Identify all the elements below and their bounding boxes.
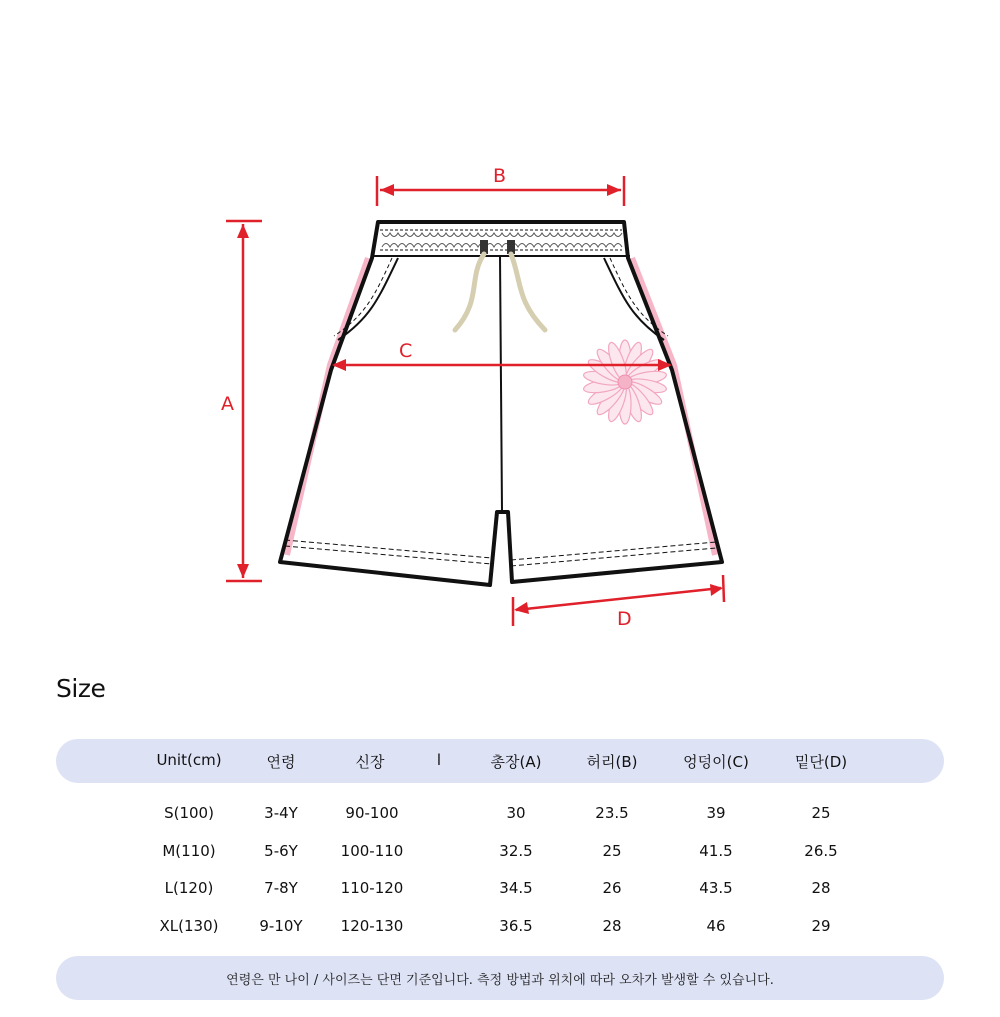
- row-height: 100-110: [340, 842, 404, 860]
- row-waist: 23.5: [595, 804, 629, 822]
- row-size: L(120): [164, 879, 214, 897]
- label-b: B: [493, 165, 507, 187]
- row-length: 30: [506, 804, 526, 822]
- row-height: 90-100: [345, 804, 399, 822]
- label-c: C: [399, 340, 413, 362]
- waistband: [374, 230, 630, 256]
- measurement-note: 연령은 만 나이 / 사이즈는 단면 기준입니다. 측정 방법과 위치에 따라 오차가 발생할 수 있습니다.: [226, 973, 774, 988]
- row-hem: 29: [811, 917, 831, 935]
- label-a: A: [221, 393, 234, 415]
- header-age: 연령: [266, 753, 296, 771]
- row-size: M(110): [162, 842, 216, 860]
- row-hip: 41.5: [699, 842, 733, 860]
- note-bar: [56, 956, 944, 1000]
- row-height: 110-120: [340, 879, 404, 897]
- size-title: Size: [56, 674, 106, 703]
- flower-print: [583, 340, 668, 424]
- row-length: 34.5: [499, 879, 533, 897]
- center-seam: [500, 256, 502, 512]
- header-divider: l: [436, 751, 442, 769]
- row-hem: 28: [811, 879, 831, 897]
- row-hem: 25: [811, 804, 831, 822]
- row-age: 5-6Y: [264, 842, 298, 860]
- row-hem: 26.5: [804, 842, 838, 860]
- header-length: 총장(A): [490, 753, 542, 771]
- row-size: XL(130): [159, 917, 219, 935]
- row-length: 36.5: [499, 917, 533, 935]
- row-height: 120-130: [340, 917, 404, 935]
- row-size: S(100): [164, 804, 214, 822]
- row-age: 3-4Y: [264, 804, 298, 822]
- row-age: 9-10Y: [259, 917, 303, 935]
- header-waist: 허리(B): [586, 753, 638, 771]
- row-hip: 39: [706, 804, 726, 822]
- row-waist: 28: [602, 917, 622, 935]
- row-waist: 25: [602, 842, 622, 860]
- row-hip: 43.5: [699, 879, 733, 897]
- row-length: 32.5: [499, 842, 533, 860]
- row-waist: 26: [602, 879, 622, 897]
- label-d: D: [617, 608, 632, 630]
- header-unit: Unit(cm): [156, 751, 222, 769]
- header-hip: 엉덩이(C): [683, 753, 749, 771]
- row-age: 7-8Y: [264, 879, 298, 897]
- header-height: 신장: [355, 753, 385, 771]
- row-hip: 46: [706, 917, 726, 935]
- header-hem: 밑단(D): [794, 753, 848, 771]
- hem-stitching: [285, 540, 716, 566]
